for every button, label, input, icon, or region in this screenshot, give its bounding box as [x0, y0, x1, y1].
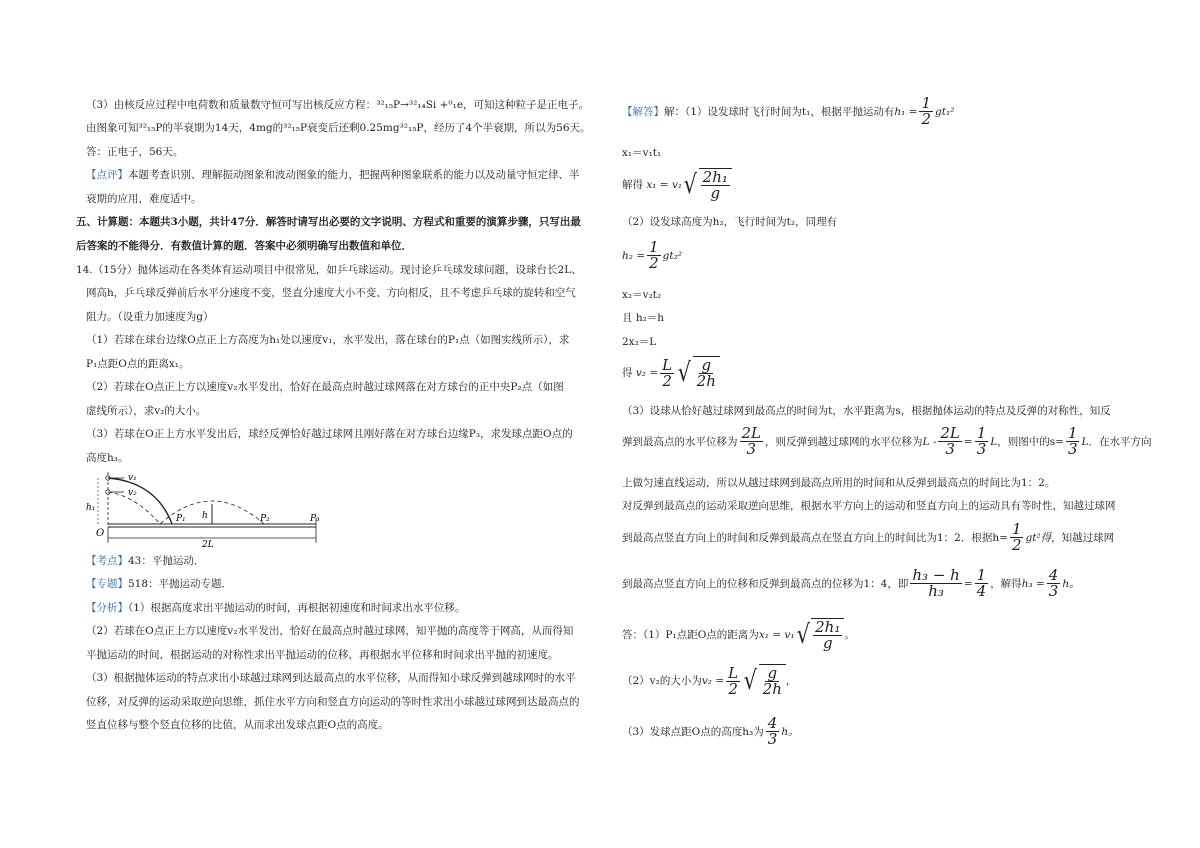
denominator: 2h [696, 372, 716, 390]
zhuanti-line [86, 577, 232, 591]
denominator: 2 [921, 110, 932, 128]
eq-h3: h₃ = [1021, 577, 1045, 590]
fraction-2L-over-3 [740, 426, 764, 457]
radicand [699, 168, 732, 202]
fenxi-line-3c: 竖直位移与整个竖直位移的比值，从而求出发球点距O点的高度。 [86, 719, 389, 731]
numerator: 1 [1011, 520, 1022, 538]
text: （3）由核反应过程中电荷数和质量数守恒可写出核反应方程： [86, 99, 377, 111]
fenxi-line-3: （3）根据抛体运动的特点求出小球越过球网到达最高点的水平位移，从而得知小球反弹到越球网时的水平 [86, 672, 576, 684]
solution-line-13 [622, 522, 1114, 553]
numerator: L [662, 355, 673, 374]
label-v2: v₂ [128, 488, 137, 498]
table-tennis-figure [86, 468, 336, 548]
numerator: 1 [1067, 424, 1078, 442]
text: 本题考查识别、理解振动图象和波动图象的能力，把握两种图象联系的能力以及动量守恒定律、半 [128, 169, 580, 181]
text: ．在水平方向 [1088, 435, 1152, 448]
fraction [761, 666, 784, 697]
zhuanti-tag: 【专题】 [86, 578, 128, 590]
text: ³²₁₅P→³²₁₄Si +⁰₁e，可知这种粒子是正电子。 [376, 99, 590, 111]
equals: = [963, 435, 973, 448]
label-O: O [96, 528, 105, 539]
eq-v2: v₂ = [635, 367, 659, 379]
numerator: 1 [921, 94, 932, 112]
question-part-1b: P₁点距O点的距离x₁。 [86, 358, 190, 370]
eq-x1: x₁ = v₁ [646, 179, 683, 191]
fenxi-line-3b: 位移，对反弹的运动采取逆向思维，抓住水平方向和竖直方向运动的等时性求出小球越过球网到达最高点的 [86, 696, 580, 708]
numerator: 1 [649, 238, 659, 256]
denominator: 3 [945, 440, 955, 458]
question-part-3b: 高度h₃。 [86, 452, 129, 464]
solution-line-1 [622, 96, 954, 127]
question-part-3: （3）若球在O正上方水平发出后，球经反弹恰好越过球网且刚好落在对方球台边缘P₃，求发球点距O点的 [86, 428, 573, 440]
solution-line-3 [622, 168, 732, 202]
jieda-tag: 【解答】 [622, 105, 664, 118]
equals: = [999, 531, 1008, 544]
text: 43：平抛运动． [128, 555, 205, 567]
text: 得 [622, 367, 633, 379]
eq-gt2: gt²得 [1025, 531, 1052, 544]
text: （1）根据高度求出平抛运动的时间，再根据初速度和时间求出水平位移。 [128, 602, 466, 614]
label-P1: P₁ [176, 514, 186, 524]
fraction-2L-over-3 [938, 426, 962, 457]
numerator: g [767, 664, 778, 682]
review-line [86, 168, 580, 182]
denominator: 3 [746, 440, 757, 458]
denominator: 4 [976, 582, 987, 600]
radical: √ [677, 358, 692, 388]
radicand [811, 618, 844, 652]
fraction-4-over-3 [766, 716, 780, 747]
section-title: 五、计算题：本题共3小题，共计47分．解答时请写出必要的文字说明、方程式和重要的演算步骤，只写出最 [76, 216, 581, 228]
radical: √ [683, 170, 698, 200]
denominator: 2 [728, 679, 738, 698]
fraction-1-over-3 [1066, 426, 1080, 457]
denominator: 2 [1011, 536, 1022, 554]
answer-line: 答：正电子，56天。 [86, 146, 184, 158]
eq-gt1: gt₁² [935, 105, 955, 118]
solution-line-7: 2x₂＝L [622, 336, 657, 348]
numerator: 1 [976, 566, 987, 584]
radical: √ [743, 666, 757, 696]
solution-line-v2 [622, 356, 720, 390]
question-part-2: （2）若球在O点正上方以速度v₂水平发出，恰好在最高点时越过球网落在对方球台的正中央P₂点（如图 [86, 381, 564, 393]
kaodian-line [86, 554, 204, 568]
eq-h2: h₂ = [622, 249, 646, 262]
eq-L: L [1081, 435, 1089, 448]
text: ，解得 [990, 577, 1022, 590]
text: （2）v₂的大小为 [622, 675, 702, 687]
denominator: h₃ [928, 582, 944, 600]
fraction [813, 620, 842, 651]
section-title-2: 后答案的不能得分．有数值计算的题．答案中必须明确写出数值和单位． [76, 240, 412, 252]
fraction-half [919, 96, 933, 127]
sqrt-2h1-over-g [795, 618, 845, 652]
denominator: 3 [1048, 582, 1059, 600]
answer-3 [622, 716, 799, 747]
answer-2 [622, 664, 796, 698]
solution-line-2: x₁＝v₁t₁ [622, 147, 662, 159]
eq-x1: x₁ = v₁ [758, 629, 795, 641]
text: ，则反弹到越过球网的水平位移为 [765, 435, 923, 448]
numerator: 1 [976, 424, 987, 442]
kaodian-tag: 【考点】 [86, 555, 128, 567]
text: ，知越过球网 [1051, 531, 1115, 544]
fraction [701, 170, 730, 201]
label-P2: P₂ [260, 514, 270, 524]
numerator: L [728, 663, 739, 682]
fraction-4-over-3 [1047, 568, 1061, 599]
numerator: 2L [741, 424, 762, 442]
eq-h1: h₁ = [894, 105, 918, 118]
radical: √ [796, 620, 810, 650]
text: 到最高点竖直方向上的时间和反弹到最高点在竖直方向上的时间比为1：2．根据h [622, 531, 1000, 544]
text: ， [785, 675, 797, 687]
fraction-1-over-3 [975, 426, 989, 457]
text: （3）发球点距O点的高度h₃为 [622, 725, 764, 738]
fraction [695, 358, 718, 389]
fenxi-line-2b: 平抛运动的时间，根据运动的对称性求出平抛运动的位移，再根据水平位移和时间求出平抛的初速度。 [86, 649, 559, 661]
text: 。 [844, 629, 855, 641]
fraction-half [647, 240, 661, 271]
question-part-1: （1）若球在球台边缘O点正上方高度为h₁处以速度v₁，水平发出，落在球台的P₁点（如图实线所示），求 [86, 334, 570, 346]
denominator: g [710, 184, 721, 202]
denominator: 3 [767, 730, 778, 748]
solution-line-9: （3）设球从恰好越过球网到最高点的时间为t，水平距离为s，根据抛体运动的特点及反弹的对称性，知反 [622, 405, 1111, 417]
fenxi-line-2: （2）若球在O点正上方以速度v₂水平发出，恰好在最高点时越过球网，知平抛的高度等于网高，从而得知 [86, 625, 574, 637]
text: 解：（1）设发球时飞行时间为t₁，根据平抛运动有 [664, 105, 895, 118]
solution-line-14 [622, 568, 1080, 599]
denominator: 2 [662, 371, 672, 390]
denominator: 3 [1067, 440, 1078, 458]
fraction-L-over-2 [726, 663, 740, 698]
text: 到最高点竖直方向上的位移和反弹到最高点的位移为1：4，即 [622, 577, 909, 590]
label-v1: v₁ [128, 473, 137, 483]
text: 答：（1）P₁点距O点的距离为 [622, 629, 759, 641]
solution-line-4: （2）设发球高度为h₂，飞行时间为t₂，同理有 [622, 216, 838, 228]
denominator: 3 [976, 440, 987, 458]
solution-line-11: 上做匀速直线运动，所以从越过球网到最高点所用的时间和从反弹到最高点的时间比为1：2。 [622, 477, 1056, 489]
solution-line-6: 且 h₂＝h [622, 312, 665, 324]
eq-h: h。 [1062, 577, 1080, 590]
solution-line-h2 [622, 240, 682, 271]
solution-line-10 [622, 426, 1151, 457]
label-h1: h₁ [86, 503, 96, 513]
numerator: 4 [767, 714, 778, 732]
numerator: 2h₁ [702, 168, 728, 186]
equals: = [963, 577, 973, 590]
question-part-2b: 虚线所示），求v₂的大小。 [86, 405, 207, 417]
review-line-2: 衰期的应用，难度适中。 [86, 193, 202, 205]
eq-h: h。 [781, 725, 799, 738]
label-h: h [202, 511, 208, 521]
numerator: h₃ − h [912, 566, 960, 584]
question-line: 网高h，乒乓球反弹前后水平分速度不变，竖直分速度大小不变、方向相反，且不考虑乒乓球的旋转和空气 [86, 287, 576, 299]
label-P3: P₃ [310, 514, 320, 524]
question-line: 14.（15分）抛体运动在各类体育运动项目中很常见，如乒乓球运动。现讨论乒乓球发球问题，设球台长2L、 [76, 264, 582, 276]
denominator: g [822, 634, 833, 652]
sqrt-2h1-over-g [682, 168, 732, 202]
solution-line-5: x₂＝v₂t₂ [622, 289, 662, 301]
text: 解得 [622, 179, 643, 191]
numerator: 2h₁ [815, 618, 841, 636]
equals: = [1055, 435, 1064, 448]
denominator: 2h [762, 680, 782, 698]
text: 弹到最高点的水平位移为 [622, 435, 738, 448]
fraction-half [1010, 522, 1024, 553]
denominator: 2 [649, 254, 659, 272]
half-life-line: 由图象可知³²₁₅P的半衰期为14天，4mg的³²₁₅P衰变后还剩0.25mg³²₁₅P，经历了4个半衰期，所以为56天。 [86, 122, 591, 134]
fraction-L-over-2 [660, 355, 674, 390]
label-2L: 2L [202, 540, 214, 548]
eq-L: L [990, 435, 998, 448]
fraction-h3-minus-h [910, 568, 961, 599]
eq-v2: v₂ = [701, 675, 725, 687]
numerator: 2L [940, 424, 960, 442]
numerator: 4 [1048, 566, 1059, 584]
eq-L-minus: L - [922, 435, 937, 448]
numerator: g [701, 356, 712, 374]
answer-1 [622, 618, 855, 652]
review-tag: 【点评】 [86, 169, 128, 181]
radicand [693, 356, 720, 390]
solution-line-12: 对反弹到最高点的运动采取逆向思维，根据水平方向上的运动和竖直方向上的运动具有等时性，知越过球网 [622, 500, 1116, 512]
text: ，则图中的s [997, 435, 1056, 448]
question-line: 阻力。（设重力加速度为g） [86, 311, 214, 323]
fraction-1-over-4 [975, 568, 989, 599]
radicand [759, 664, 786, 698]
nuclear-eq-line [86, 98, 589, 112]
eq-gt2: gt₂² [662, 249, 683, 262]
fenxi-line [86, 601, 465, 615]
solid-trajectory [108, 478, 172, 524]
sqrt-g-over-2h [676, 356, 720, 390]
sqrt-g-over-2h [742, 664, 786, 698]
fenxi-tag: 【分析】 [86, 602, 128, 614]
text: 518：平抛运动专题． [128, 578, 233, 590]
